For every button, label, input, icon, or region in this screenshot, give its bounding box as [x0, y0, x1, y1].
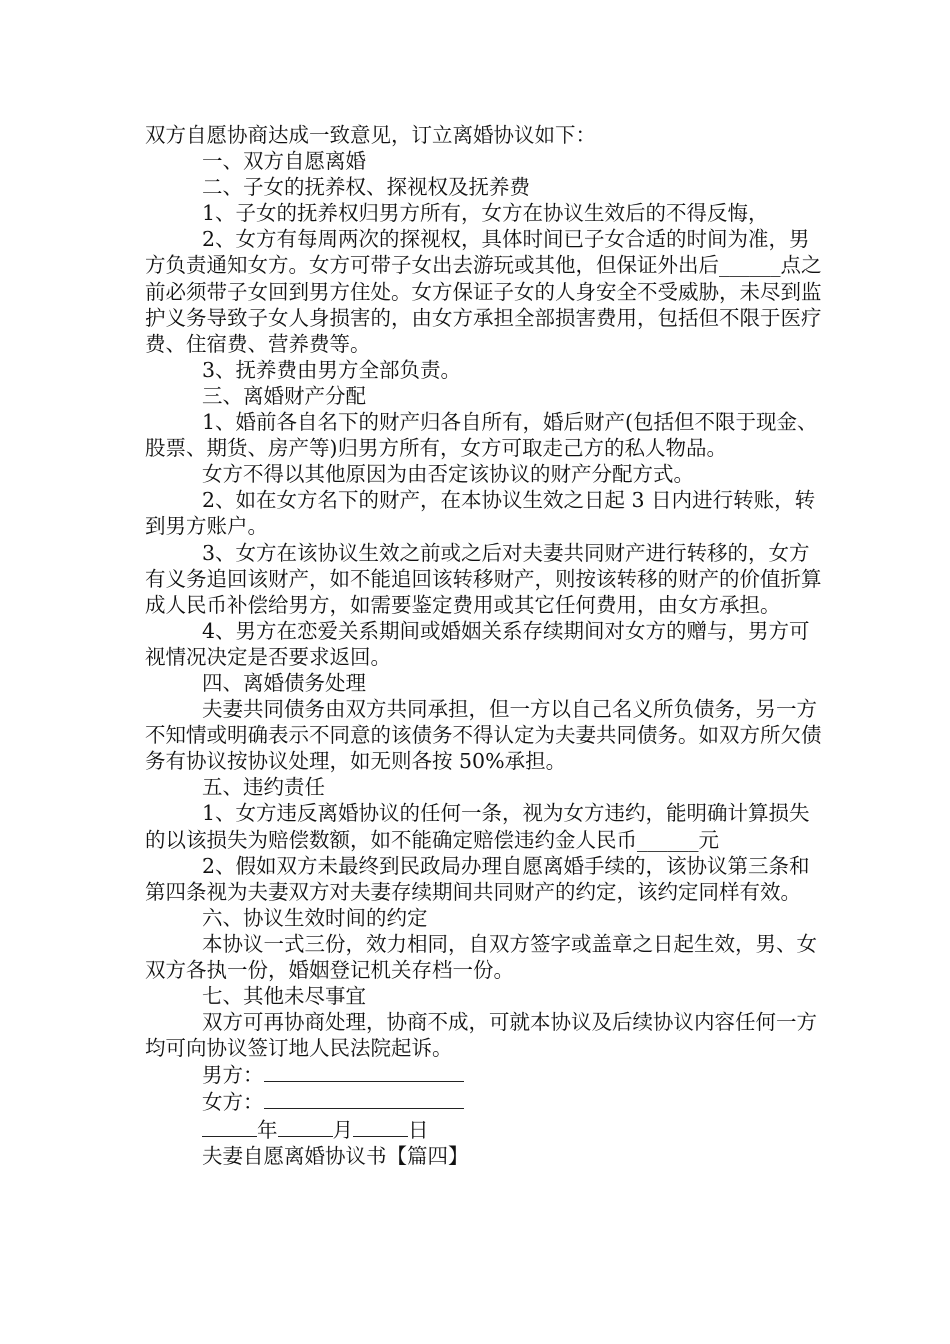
- paragraph: 三、离婚财产分配: [202, 383, 366, 408]
- next-section-title: 夫妻自愿离婚协议书【篇四】: [202, 1143, 469, 1168]
- date-row: [145, 1116, 825, 1143]
- paragraph: 1、婚前各自名下的财产归各自所有，婚后财产(包括但不限于现金、股票、期货、房产等)归男方所有，女方可取走己方的私人物品。: [145, 410, 818, 461]
- paragraph: 2、女方有每周两次的探视权，具体时间已子女合适的时间为准，男方负责通知女方。女方可带子女出去游玩或其他，但保证外出后______点之前必须带子女回到男方住处。女方保证子女的人身安全不受威胁，未尽到监护义务导致子女人身损害的，由女方承担全部损害费用，包括但不限于医疗费、住宿费、营养费等。: [145, 227, 822, 356]
- male-signature-line: [264, 1061, 464, 1082]
- year-blank: [202, 1116, 257, 1137]
- paragraph: 2、假如双方未最终到民政局办理自愿离婚手续的，该协议第三条和第四条视为夫妻双方对夫妻存续期间共同财产的约定，该约定同样有效。: [145, 853, 810, 904]
- paragraph: 女方不得以其他原因为由否定该协议的财产分配方式。: [202, 462, 694, 487]
- document-body: [145, 122, 825, 1169]
- paragraph: 一、双方自愿离婚: [202, 149, 366, 174]
- month-blank: [278, 1116, 333, 1137]
- paragraph: 双方自愿协商达成一致意见，订立离婚协议如下：: [145, 123, 596, 147]
- paragraph: 双方可再协商处理，协商不成，可就本协议及后续协议内容任何一方均可向协议签订地人民法院起诉。: [145, 1010, 817, 1061]
- paragraph: 1、子女的抚养权归男方所有，女方在协议生效后的不得反悔，: [202, 201, 769, 226]
- paragraph: 四、离婚债务处理: [202, 670, 366, 695]
- paragraph: 六、协议生效时间的约定: [202, 905, 428, 930]
- paragraph: 2、如在女方名下的财产，在本协议生效之日起 3 日内进行转账，转到男方账户。: [145, 488, 816, 539]
- agreement-text: [145, 122, 825, 1061]
- female-signature-label: 女方：: [202, 1090, 264, 1115]
- paragraph: 五、违约责任: [202, 775, 325, 800]
- paragraph: 二、子女的抚养权、探视权及抚养费: [202, 175, 530, 200]
- paragraph: 1、女方违反离婚协议的任何一条，视为女方违约，能明确计算损失的以该损失为赔偿数额，如不能确定赔偿违约金人民币______元: [145, 801, 810, 852]
- year-label: 年: [257, 1117, 278, 1142]
- paragraph: 4、男方在恋爱关系期间或婚姻关系存续期间对女方的赠与，男方可视情况决定是否要求返回。: [145, 618, 810, 669]
- day-blank: [353, 1116, 408, 1137]
- male-signature-label: 男方：: [202, 1063, 264, 1088]
- paragraph: 3、抚养费由男方全部负责。: [202, 357, 462, 382]
- paragraph: 夫妻共同债务由双方共同承担，但一方以自己名义所负债务，另一方不知情或明确表示不同意的该债务不得认定为夫妻共同债务。如双方所欠债务有协议按协议处理，如无则各按 50%承担。: [145, 697, 822, 774]
- female-signature-row: [145, 1088, 825, 1115]
- paragraph: 七、其他未尽事宜: [202, 984, 366, 1009]
- paragraph: 3、女方在该协议生效之前或之后对夫妻共同财产进行转移的，女方有义务追回该财产，如不能追回该转移财产，则按该转移的财产的价值折算成人民币补偿给男方，如需要鉴定费用或其它任何费用，由女方承担。: [145, 540, 822, 617]
- month-label: 月: [332, 1117, 353, 1142]
- female-signature-line: [264, 1088, 464, 1109]
- paragraph: 本协议一式三份，效力相同，自双方签字或盖章之日起生效，男、女双方各执一份，婚姻登记机关存档一份。: [145, 931, 817, 982]
- male-signature-row: [145, 1061, 825, 1088]
- day-label: 日: [408, 1117, 429, 1142]
